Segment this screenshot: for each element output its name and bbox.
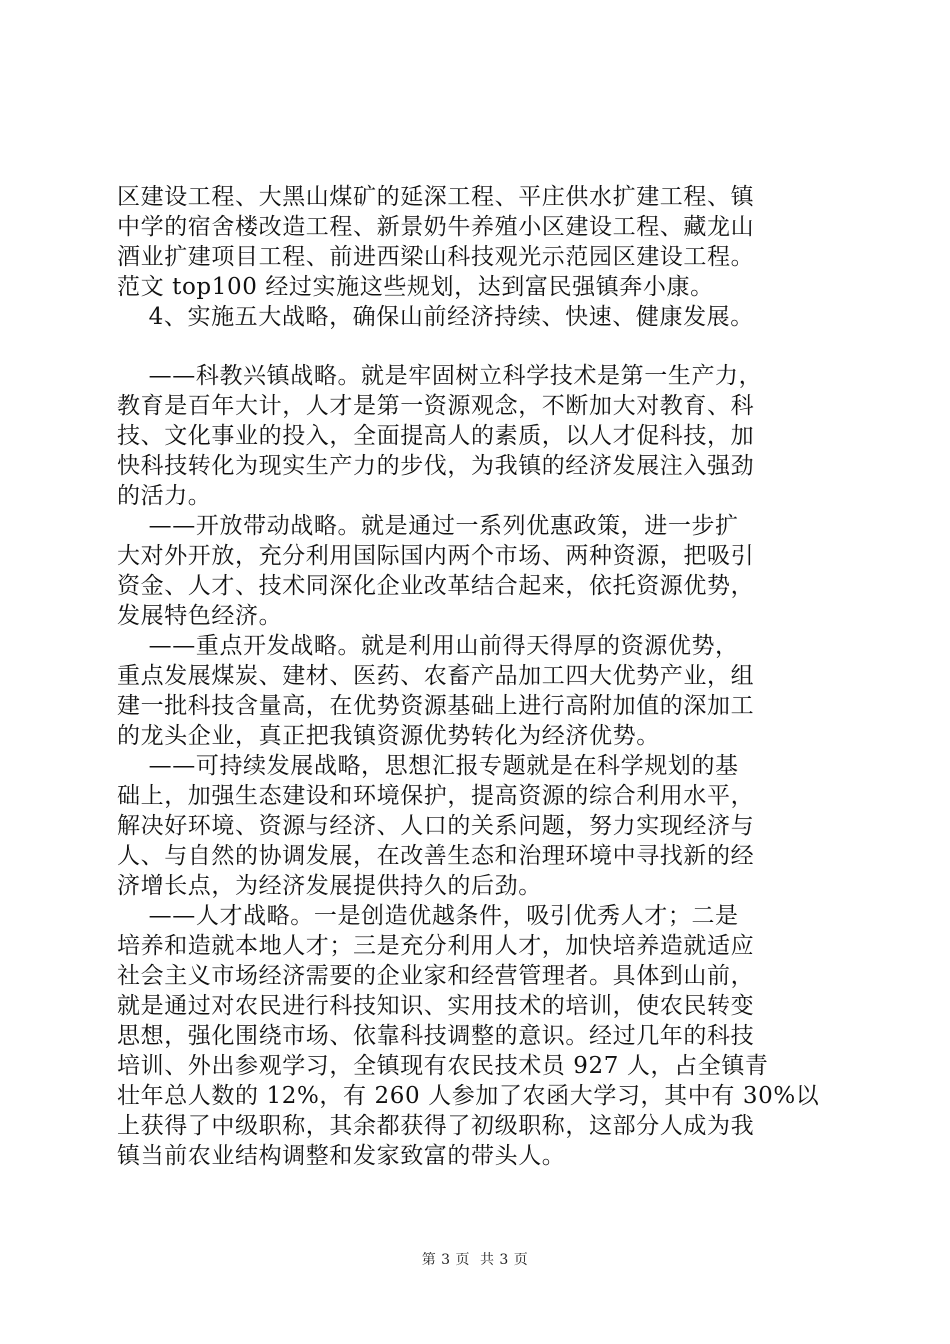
body-line: 思想，强化围绕市场、依靠科技调整的意识。经过几年的科技 [117, 1023, 755, 1049]
body-line: 的活力。 [117, 483, 212, 509]
body-line: 大对外开放，充分利用国际国内两个市场、两种资源，把吸引 [117, 543, 755, 569]
body-line: 建一批科技含量高，在优势资源基础上进行高附加值的深加工 [117, 693, 755, 719]
body-line: 范文 top100 经过实施这些规划，达到富民强镇奔小康。 [117, 274, 714, 300]
paragraph-start: ——重点开发战略。就是利用山前得天得厚的资源优势， [117, 633, 739, 659]
body-line: 人、与自然的协调发展，在改善生态和治理环境中寻找新的经 [117, 843, 755, 869]
body-line: 资金、人才、技术同深化企业改革结合起来，依托资源优势， [117, 573, 755, 599]
body-line: 社会主义市场经济需要的企业家和经营管理者。具体到山前， [117, 963, 755, 989]
body-line: 快科技转化为现实生产力的步伐，为我镇的经济发展注入强劲 [117, 453, 755, 479]
body-line: 重点发展煤炭、建材、医药、农畜产品加工四大优势产业，组 [117, 663, 755, 689]
body-line: 培养和造就本地人才；三是充分利用人才，加快培养造就适应 [117, 933, 755, 959]
body-line: 的龙头企业，真正把我镇资源优势转化为经济优势。 [117, 723, 660, 749]
section-heading: 4、实施五大战略，确保山前经济持续、快速、健康发展。 [117, 304, 754, 330]
paragraph-start: ——开放带动战略。就是通过一系列优惠政策，进一步扩 [117, 513, 739, 539]
body-line: 酒业扩建项目工程、前进西梁山科技观光示范园区建设工程。 [117, 244, 755, 270]
paragraph-start: ——可持续发展战略，思想汇报专题就是在科学规划的基 [117, 753, 739, 779]
paragraph-start: ——科教兴镇战略。就是牢固树立科学技术是第一生产力， [117, 363, 763, 389]
body-line: 上获得了中级职称，其余都获得了初级职称，这部分人成为我 [117, 1113, 755, 1139]
body-line: 培训、外出参观学习，全镇现有农民技术员 927 人，占全镇青 [117, 1053, 769, 1079]
body-line: 济增长点，为经济发展提供持久的后劲。 [117, 873, 542, 899]
body-line: 解决好环境、资源与经济、人口的关系问题，努力实现经济与 [117, 813, 755, 839]
body-line: 区建设工程、大黑山煤矿的延深工程、平庄供水扩建工程、镇 [117, 184, 755, 210]
body-line: 发展特色经济。 [117, 603, 283, 629]
body-line: 中学的宿舍楼改造工程、新景奶牛养殖小区建设工程、藏龙山 [117, 214, 755, 240]
paragraph-start: ——人才战略。一是创造优越条件，吸引优秀人才；二是 [117, 903, 739, 929]
body-line: 就是通过对农民进行科技知识、实用技术的培训，使农民转变 [117, 993, 755, 1019]
body-line: 教育是百年大计，人才是第一资源观念，不断加大对教育、科 [117, 393, 755, 419]
body-line: 镇当前农业结构调整和发家致富的带头人。 [117, 1143, 566, 1169]
body-line: 技、文化事业的投入，全面提高人的素质，以人才促科技，加 [117, 423, 755, 449]
page-footer: 第 3 页 共 3 页 [421, 1252, 529, 1268]
body-line: 壮年总人数的 12%，有 260 人参加了农函大学习，其中有 30%以 [117, 1083, 820, 1109]
body-line: 础上，加强生态建设和环境保护，提高资源的综合利用水平， [117, 783, 755, 809]
